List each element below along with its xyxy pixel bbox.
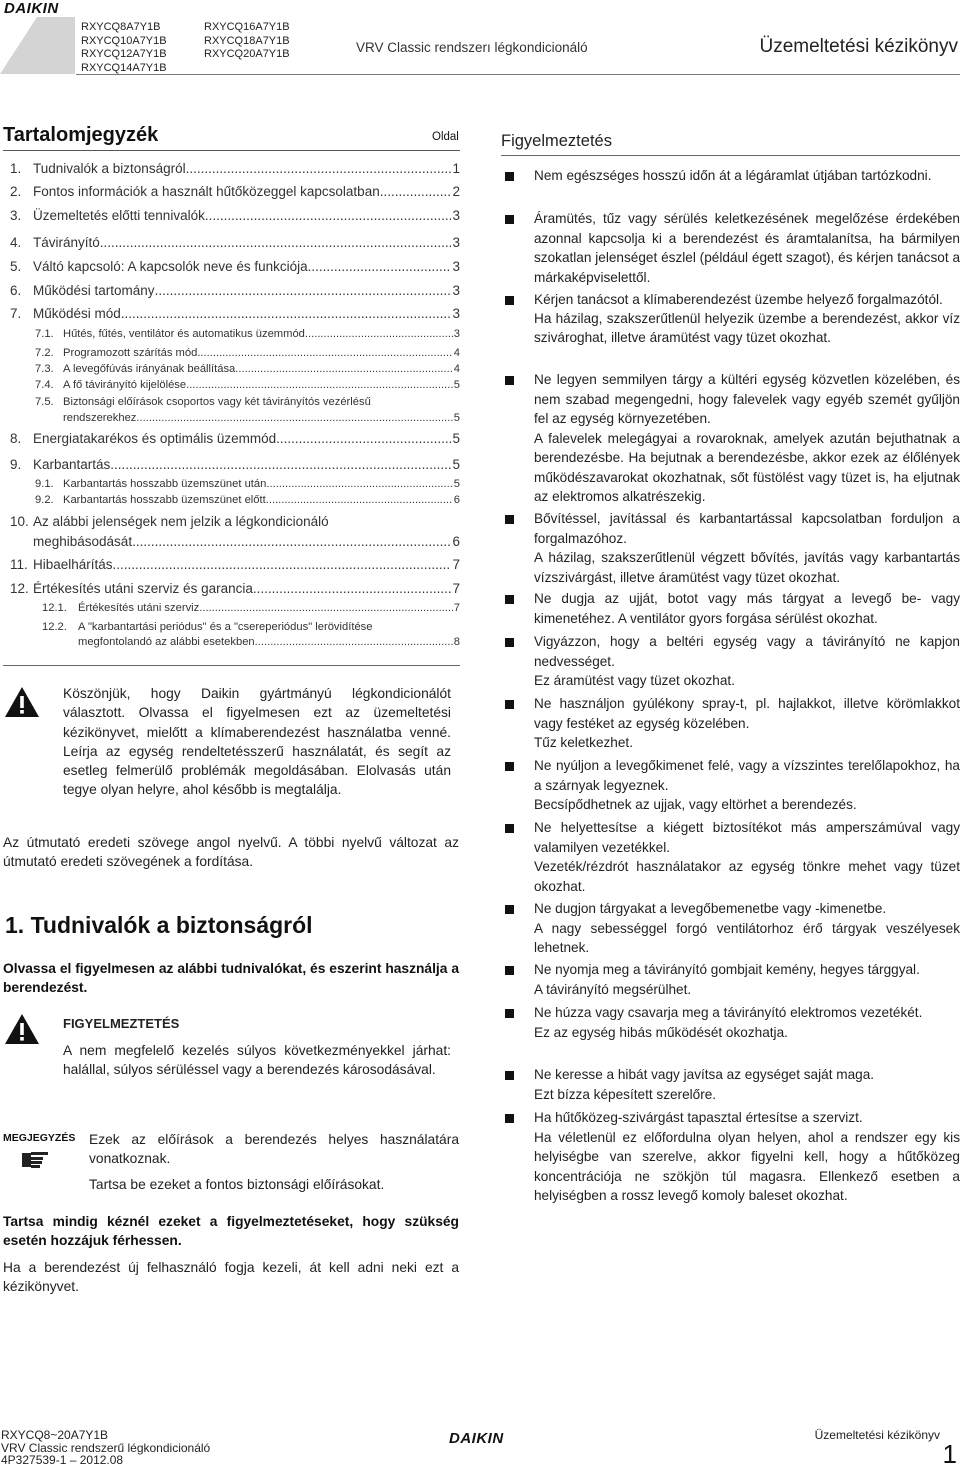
toc-text: Hűtés, fűtés, ventilátor és automatikus üzemmód — [63, 328, 305, 340]
toc-page: 5 — [452, 457, 460, 472]
bullet — [505, 824, 514, 833]
footer-left — [1, 1429, 210, 1467]
footer-daikin-logo: DAIKIN — [449, 1430, 504, 1447]
model-code: RXYCQ12A7Y1B — [81, 48, 167, 60]
toc-page: 6 — [453, 494, 460, 506]
toc-leader — [186, 378, 453, 393]
note-label: MEGJEGYZÉS — [3, 1132, 76, 1144]
toc-entry-wrapped-first-line[interactable] — [10, 512, 329, 531]
toc-entry[interactable] — [10, 183, 460, 201]
warning-item: Ne dugjon tárgyakat a levegőbemenetbe vagy -kimenetbe. A nagy sebességgel forgó ventilátorhoz érő tárgyak veszélyesek lehetnek. — [534, 901, 960, 955]
toc-entry[interactable] — [10, 305, 460, 323]
toc-page: 3 — [452, 259, 460, 274]
toc-leader — [155, 282, 452, 300]
toc-text: Programozott szárítás mód — [63, 347, 198, 359]
toc-page: 7 — [453, 602, 460, 614]
bullet — [505, 376, 514, 385]
toc-text: Karbantartás — [33, 457, 111, 472]
bullet — [505, 762, 514, 771]
toc-leader — [308, 258, 452, 276]
warning-title: FIGYELMEZTETÉS — [63, 1016, 180, 1031]
toc-subentry[interactable] — [35, 362, 460, 377]
toc-text: A fő távirányító kijelölése — [63, 379, 187, 391]
toc-num: 7.3. — [35, 363, 54, 375]
toc-leader — [205, 207, 452, 225]
warning-item: Ne dugja az ujját, botot vagy más tárgyat a levegő be- vagy kimenetéhez. A ventilátor gyors forgása sérülést okozhat. — [534, 591, 960, 626]
model-code: RXYCQ16A7Y1B — [204, 21, 290, 33]
footer-title: Üzemeltetési kézikönyv — [814, 1428, 940, 1442]
toc-leader — [197, 346, 452, 361]
toc-page: 4 — [453, 347, 460, 359]
bullet — [505, 172, 514, 181]
bullet — [505, 296, 514, 305]
toc-page: 3 — [452, 306, 460, 321]
warning-text: A nem megfelelő kezelés súlyos következményekkel járhat: halállal, súlyos sérüléssel vagy a berendezés károsodásával. — [63, 1043, 451, 1078]
toc-num: 7.5. — [35, 396, 54, 408]
toc-entry[interactable] — [10, 282, 460, 300]
pointing-hand-icon — [22, 1150, 50, 1175]
toc-num: 12.2. — [42, 621, 67, 633]
warning-item: Ne használjon gyúlékony spray-t, pl. hajlakkot, illetve körömlakkot vagy festéket az egység közelében. Tűz keletkezhet. — [534, 696, 960, 750]
toc-num: 1. — [10, 161, 22, 176]
toc-num: 9. — [10, 457, 22, 472]
toc-text: Értékesítés utáni szerviz és garancia — [33, 581, 253, 596]
toc-end-divider — [3, 665, 460, 666]
toc-entry[interactable] — [10, 258, 460, 276]
toc-subentry[interactable] — [42, 601, 460, 616]
toc-num: 7.4. — [35, 379, 54, 391]
toc-leader — [235, 362, 452, 377]
toc-entry[interactable] — [10, 234, 460, 252]
toc-page: 6 — [452, 534, 460, 549]
toc-text: Fontos információk a használt hűtőközeggel kapcsolatban — [33, 184, 380, 199]
toc-num: 7.1. — [35, 328, 54, 340]
toc-subentry[interactable] — [35, 327, 460, 342]
toc-text: Biztonsági előírások csoportos vagy két távirányítós vezérlésű — [63, 396, 371, 408]
toc-leader — [186, 160, 452, 178]
toc-page: 7 — [452, 581, 460, 596]
toc-leader — [305, 327, 453, 342]
toc-text: meghibásodását — [33, 534, 133, 549]
toc-subentry[interactable] — [35, 493, 460, 508]
warning-item: Nem egészséges hosszú időn át a légáramlat útjában tartózkodni. — [534, 168, 932, 183]
toc-leader — [266, 493, 453, 508]
toc-entry[interactable] — [10, 160, 460, 178]
footer-product: VRV Classic rendszerű légkondicionáló — [1, 1440, 211, 1455]
warning-item: Ne húzza vagy csavarja meg a távirányító elektromos vezetékét. Ez az egység hibás működését okozhatja. — [534, 1005, 923, 1040]
toc-leader — [253, 580, 452, 598]
note-text: Tartsa be ezeket a fontos biztonsági előírásokat. — [89, 1177, 385, 1192]
toc-entry[interactable] — [10, 556, 460, 574]
toc-num: 6. — [10, 283, 22, 298]
section-lead: Olvassa el figyelmesen az alábbi tudnivalókat, és eszerint használja a berendezést. — [3, 961, 459, 996]
warnings-divider — [501, 155, 960, 156]
logo-triangle — [0, 17, 37, 74]
toc-leader — [113, 556, 452, 574]
toc-page: 4 — [453, 363, 460, 375]
toc-subentry-continuation[interactable] — [78, 635, 460, 650]
toc-text: A "karbantartási periódus" és a "csereperiódus" lerövidítése — [78, 621, 373, 633]
model-code: RXYCQ20A7Y1B — [204, 48, 290, 60]
toc-num: 3. — [10, 208, 22, 223]
toc-text: megfontolandó az alábbi esetekben — [78, 636, 255, 648]
toc-page: 5 — [453, 412, 460, 424]
toc-leader — [380, 183, 452, 201]
warning-item: Áramütés, tűz vagy sérülés keletkezésének megelőzése érdekében azonnal kapcsolja ki a berendezést és áramtalanítsa, ha bármilyen szokatlan jelenséget észlel (például égett szagot), és kérjen tanácsot a márkaképviselettől. — [534, 211, 960, 285]
toc-leader — [199, 601, 453, 616]
model-code: RXYCQ14A7Y1B — [81, 61, 167, 74]
warning-item: Bővítéssel, javítással és karbantartással kapcsolatban forduljon a forgalmazóhoz. A házilag, szakszerűtlenül végzett bővítés, javítás vagy karbantartás vízszivárgást, illetve áramütést vagy tüzet okozhat. — [534, 511, 960, 585]
toc-page: 3 — [452, 235, 460, 250]
toc-text: rendszerekhez — [63, 412, 137, 424]
model-code: RXYCQ10A7Y1B — [81, 34, 167, 47]
toc-subentry-wrapped-first-line[interactable] — [35, 395, 371, 409]
toc-page: 3 — [452, 283, 460, 298]
toc-leader — [266, 477, 452, 492]
bullet — [505, 966, 514, 975]
warnings-title: Figyelmeztetés — [501, 132, 612, 150]
toc-leader — [121, 305, 452, 323]
toc-num: 11. — [10, 557, 28, 572]
toc-num: 5. — [10, 259, 22, 274]
toc-num: 7.2. — [35, 347, 54, 359]
toc-subentry[interactable] — [35, 346, 460, 361]
toc-text: A levegőfúvás irányának beállítása — [63, 363, 236, 375]
section-heading: 1. Tudnivalók a biztonságról — [5, 912, 313, 938]
header-subtitle: VRV Classic rendszerı légkondicionáló — [356, 40, 588, 55]
toc-page: 2 — [452, 184, 460, 199]
toc-title: Tartalomjegyzék — [3, 124, 159, 146]
bullet — [505, 1009, 514, 1018]
bullet — [505, 215, 514, 224]
toc-num: 8. — [10, 431, 22, 446]
toc-text: Működési mód — [33, 306, 121, 321]
toc-text: Karbantartás hosszabb üzemszünet után — [63, 478, 267, 490]
toc-page: 7 — [452, 557, 460, 572]
toc-text: Hibaelhárítás — [33, 557, 113, 572]
warning-item: Ha hűtőközeg-szivárgást tapasztal értesítse a szervizt. Ha véletlenül ez előfordulna olyan helyen, ahol a rendszer egy kis helyiségbe van szerelve, akkor figyelni kell, hogy a hűtőközeg koncentrációja ne szökjön túl magasra. Ellenkező esetben a helyiségben a rossz levegő komoly baleset okozhat. — [534, 1110, 960, 1203]
toc-num: 2. — [10, 184, 22, 199]
toc-entry[interactable] — [10, 207, 460, 225]
toc-num: 7. — [10, 306, 22, 321]
bullet — [505, 638, 514, 647]
page-number: 1 — [942, 1439, 957, 1469]
toc-divider — [3, 150, 460, 151]
toc-page: 5 — [452, 431, 460, 446]
header-divider — [76, 74, 960, 75]
toc-page: 3 — [452, 208, 460, 223]
warning-item: Kérjen tanácsot a klímaberendezést üzembe helyező forgalmazótól. Ha házilag, szakszerűtlenül helyezik üzembe a berendezést, akkor víz szivároghat, illetve áramütést vagy tüzet okozhat. — [534, 292, 960, 345]
daikin-logo — [0, 0, 75, 74]
bullet — [505, 700, 514, 709]
toc-entry[interactable] — [10, 456, 460, 474]
toc-num: 9.2. — [35, 494, 54, 506]
bullet — [505, 905, 514, 914]
toc-page: 5 — [453, 478, 460, 490]
toc-text: Váltó kapcsoló: A kapcsolók neve és funkciója — [33, 259, 308, 274]
language-note: Az útmutató eredeti szövege angol nyelvű. A többi nyelvű változat az útmutató eredeti szövegének a fordítása. — [3, 835, 459, 870]
toc-text: Üzemeltetés előtti tennivalók — [33, 208, 205, 223]
handover-note: Ha a berendezést új felhasználó fogja kezeli, át kell adni neki ezt a kézikönyvet. — [3, 1260, 459, 1295]
toc-leader — [255, 635, 453, 650]
logo-wordmark: DAIKIN — [4, 0, 59, 17]
model-list-left — [81, 21, 167, 75]
warning-item: Ne keresse a hibát vagy javítsa az egységet saját maga. Ezt bízza képesített szerelőre. — [534, 1067, 875, 1102]
toc-num: 10. — [10, 514, 29, 529]
toc-num: 9.1. — [35, 478, 54, 490]
toc-page: 5 — [453, 379, 460, 391]
toc-num: 12.1. — [42, 602, 67, 614]
toc-text: Az alábbi jelenségek nem jelzik a légkondicionáló — [33, 514, 329, 529]
toc-page: 1 — [452, 161, 460, 176]
toc-page: 8 — [453, 636, 460, 648]
note-text: Ezek az előírások a berendezés helyes használatára vonatkoznak. — [89, 1132, 459, 1167]
toc-text: Karbantartás hosszabb üzemszünet előtt — [63, 494, 266, 506]
keep-note: Tartsa mindig kéznél ezeket a figyelmeztetéseket, hogy szükség esetén hozzájuk férhessen. — [3, 1214, 459, 1249]
toc-page: 3 — [453, 328, 460, 340]
bullet — [505, 595, 514, 604]
footer-model: RXYCQ8~20A7Y1B — [1, 1428, 109, 1442]
toc-leader — [132, 533, 451, 551]
toc-text: Energiatakarékos és optimális üzemmód — [33, 431, 277, 446]
toc-num: 4. — [10, 235, 22, 250]
toc-text: Távirányító — [33, 235, 100, 250]
model-code: RXYCQ8A7Y1B — [81, 21, 161, 33]
toc-page-column-label: Oldal — [432, 131, 459, 143]
bullet — [505, 515, 514, 524]
toc-leader — [276, 430, 451, 448]
toc-text: Tudnivalók a biztonságról — [33, 161, 186, 176]
bullet — [505, 1114, 514, 1123]
warning-item: Ne nyomja meg a távirányító gombjait kemény, hegyes tárggyal. A távirányító megsérülhet. — [534, 962, 920, 997]
intro-notice: Köszönjük, hogy Daikin gyártmányú légkondicionálót választott. Olvassa el figyelmesen ezt az üzemeltetési kézikönyvet, mielőtt a klímaberendezést használatba venné. Leírja az egység rendeltetésszerű használatát, és segít az esetleg felmerülő problémák megoldásában. Elolvasás után tegye olyan helyre, ahol később is megtalálja. — [63, 686, 451, 798]
toc-entry[interactable] — [10, 430, 460, 448]
warning-item: Ne nyúljon a levegőkimenet felé, vagy a vízszintes terelőlapokhoz, ha a szárnyak legyeznek. Becsípődhetnek az ujjak, vagy eltörhet a berendezés. — [534, 758, 960, 812]
warning-triangle-icon — [4, 686, 40, 723]
toc-entry[interactable] — [10, 580, 460, 598]
toc-leader — [100, 234, 452, 252]
warning-item: Vigyázzon, hogy a beltéri egység vagy a távirányító ne kapjon nedvességet. Ez áramütést vagy tüzet okozhat. — [534, 634, 960, 688]
warning-item: Ne legyen semmilyen tárgy a kültéri egység közvetlen közelében, és nem szabad megengedni, hogy falevelek vagy egyéb szemét gyűljön fel az egység környezetében. A falevelek melegágyai a rovaroknak, amelyek azután bejuthatnak a berendezésbe. Ha bejutnak a berendezésbe, akkor ezek az élőlények működészavarokat okozhatnak, sőt füstölést vagy tüzet is, ha eljutnak az elektromos alkatrészekig. — [534, 372, 960, 504]
warning-item: Ne helyettesítse a kiégett biztosítékot más amperszámúval vagy valamilyen vezetékkel. Vezeték/rézdrót használatakor az egység tönkre mehet vagy tüzet okozhat. — [534, 820, 960, 894]
toc-subentry-wrapped-first-line[interactable] — [42, 620, 373, 634]
footer-docnum: 4P327539-1 – 2012.08 — [1, 1453, 124, 1467]
toc-text: Értékesítés utáni szerviz — [78, 602, 200, 614]
toc-subentry[interactable] — [35, 477, 460, 492]
model-list-right — [204, 21, 290, 62]
header-title: Üzemeltetési kézikönyv — [759, 36, 958, 57]
toc-subentry[interactable] — [35, 378, 460, 393]
toc-num: 12. — [10, 581, 29, 596]
bullet — [505, 1071, 514, 1080]
toc-subentry-continuation[interactable] — [63, 411, 460, 426]
toc-leader — [136, 411, 452, 426]
model-code: RXYCQ18A7Y1B — [204, 34, 290, 47]
toc-entry-continuation[interactable] — [33, 533, 460, 551]
toc-leader — [110, 456, 451, 474]
warning-triangle-icon — [4, 1013, 40, 1050]
toc-text: Működési tartomány — [33, 283, 155, 298]
